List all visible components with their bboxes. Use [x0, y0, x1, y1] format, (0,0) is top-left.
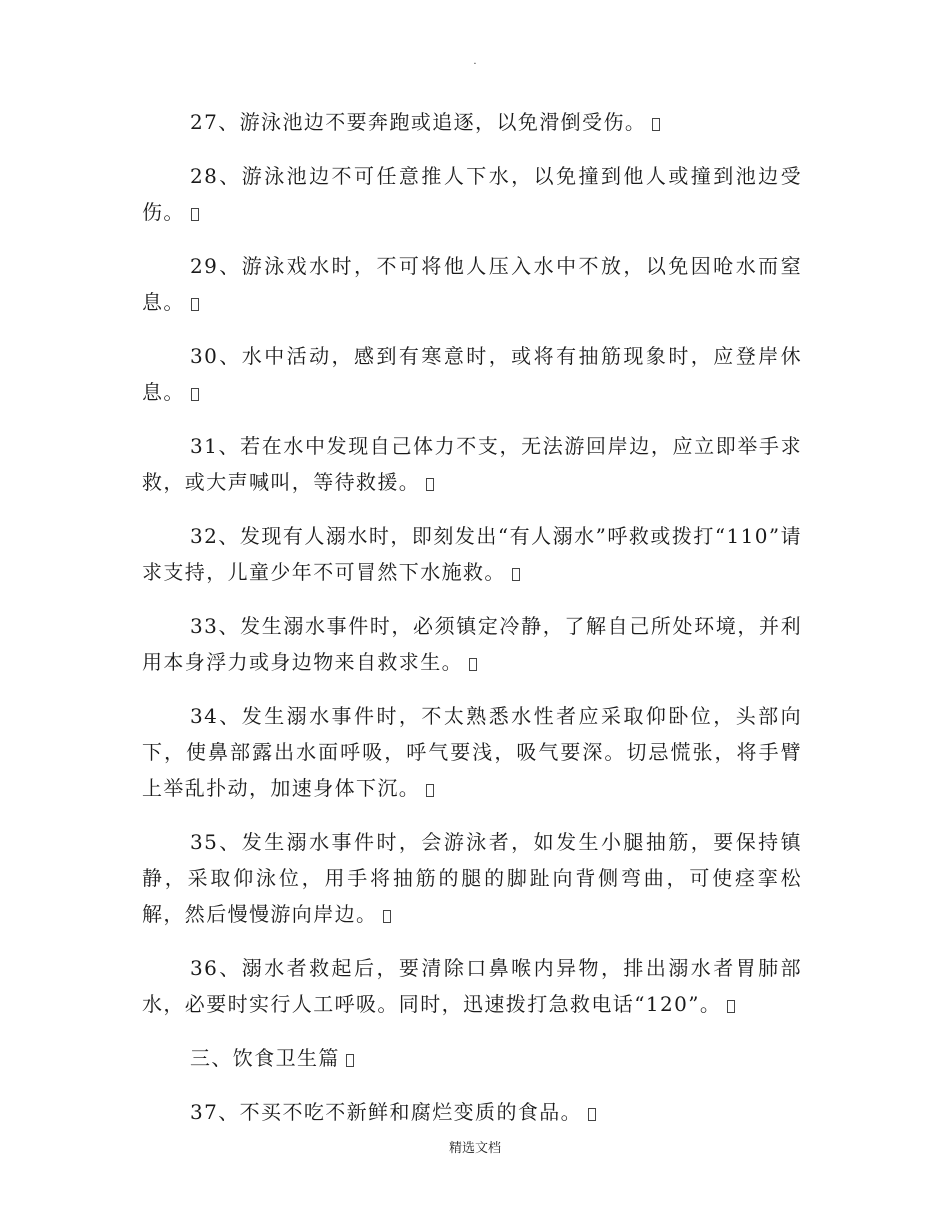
paragraph-text: 27、游泳池边不要奔跑或追逐，以免滑倒受伤。	[190, 110, 647, 134]
paragraph-mark-icon	[346, 1054, 354, 1067]
paragraph-text: 30、水中活动，感到有寒意时，或将有抽筋现象时，应登岸休息。	[142, 344, 802, 404]
paragraph-31	[142, 428, 802, 500]
paragraph-33	[142, 608, 802, 680]
paragraph-30	[142, 338, 802, 410]
document-body	[142, 104, 802, 1148]
paragraph-35	[142, 824, 802, 932]
paragraph-text: 33、发生溺水事件时，必须镇定冷静，了解自己所处环境，并利用本身浮力或身边物来自救求生。	[142, 614, 802, 674]
section-heading-text: 三、饮食卫生篇	[190, 1046, 340, 1070]
paragraph-28	[142, 158, 802, 230]
paragraph-text: 34、发生溺水事件时，不太熟悉水性者应采取仰卧位，头部向下，使鼻部露出水面呼吸，呼气要浅，吸气要深。切忌慌张，将手臂上举乱扑动，加速身体下沉。	[142, 704, 802, 800]
page-top-mark: .	[473, 56, 477, 67]
paragraph-mark-icon	[727, 1000, 735, 1013]
page-footer: 精选文档	[448, 1141, 501, 1156]
paragraph-text: 31、若在水中发现自己体力不支，无法游回岸边，应立即举手求救，或大声喊叫，等待救援。	[142, 434, 802, 494]
paragraph-mark-icon	[383, 910, 391, 923]
paragraph-mark-icon	[469, 658, 477, 671]
paragraph-29	[142, 248, 802, 320]
paragraph-text: 36、溺水者救起后，要清除口鼻喉内异物，排出溺水者胃肺部水，必要时实行人工呼吸。同时，迅速拨打急救电话“120”。	[142, 956, 802, 1016]
paragraph-mark-icon	[191, 298, 199, 311]
paragraph-text: 29、游泳戏水时，不可将他人压入水中不放，以免因呛水而窒息。	[142, 254, 802, 314]
paragraph-mark-icon	[191, 208, 199, 221]
paragraph-36	[142, 950, 802, 1022]
paragraph-text: 28、游泳池边不可任意推人下水，以免撞到他人或撞到池边受伤。	[142, 164, 802, 224]
paragraph-mark-icon	[426, 478, 434, 491]
paragraph-text: 32、发现有人溺水时，即刻发出“有人溺水”呼救或拨打“110”请求支持，儿童少年不可冒然下水施救。	[142, 524, 802, 584]
paragraph-mark-icon	[652, 118, 660, 131]
paragraph-34	[142, 698, 802, 806]
paragraph-37	[142, 1094, 802, 1130]
paragraph-mark-icon	[512, 568, 520, 581]
paragraph-27	[142, 104, 802, 140]
paragraph-mark-icon	[191, 388, 199, 401]
paragraph-32	[142, 518, 802, 590]
paragraph-mark-icon	[426, 784, 434, 797]
paragraph-text: 37、不买不吃不新鲜和腐烂变质的食品。	[190, 1100, 583, 1124]
section-heading-food-hygiene	[142, 1040, 802, 1076]
paragraph-mark-icon	[588, 1108, 596, 1121]
paragraph-text: 35、发生溺水事件时，会游泳者，如发生小腿抽筋，要保持镇静，采取仰泳位，用手将抽筋的腿的脚趾向背侧弯曲，可使痉挛松解，然后慢慢游向岸边。	[142, 830, 802, 926]
